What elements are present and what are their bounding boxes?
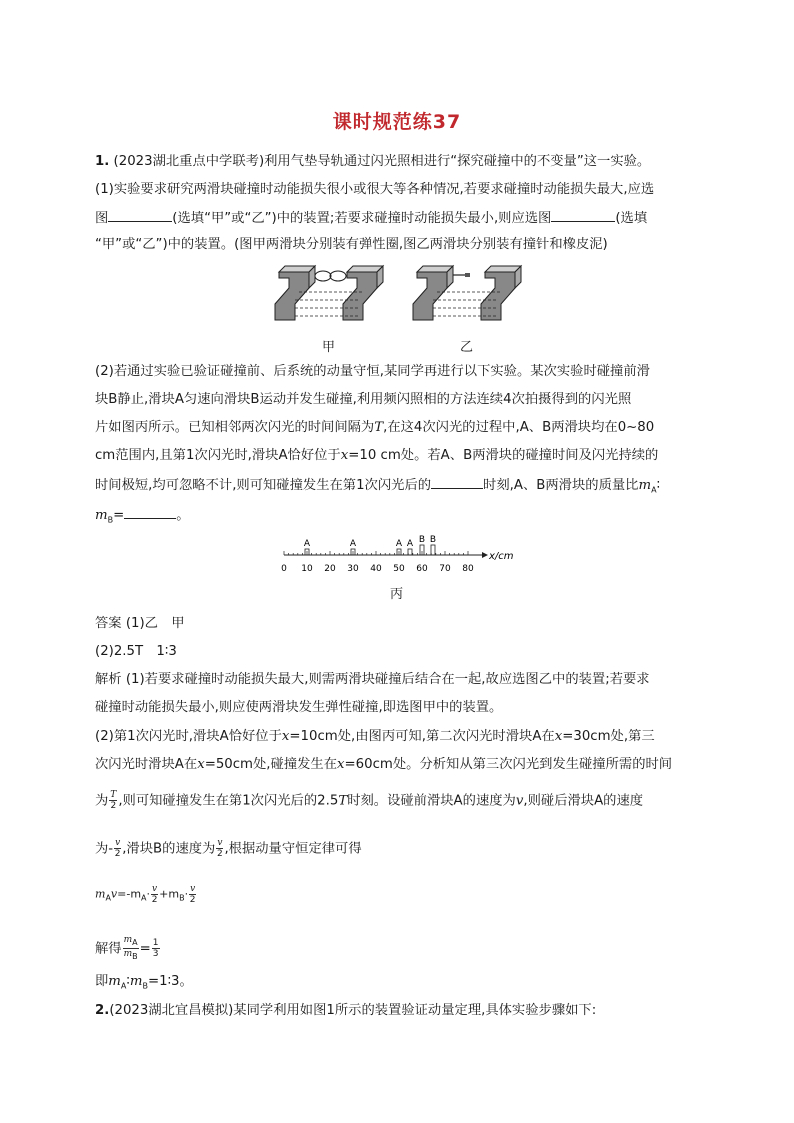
answer-blank-2: [551, 207, 615, 222]
slider-B-marker: [431, 545, 435, 555]
answer-blank-3: [431, 474, 483, 489]
answer-line2: (2)2.5T 1∶3: [95, 644, 177, 659]
tick-label: 60: [416, 564, 428, 574]
frac-den: 2: [114, 849, 121, 859]
marker-label-A: A: [406, 539, 414, 549]
plasticine: [465, 273, 470, 277]
tick-label: 20: [324, 564, 336, 574]
tick-label: 0: [281, 564, 287, 574]
answer-part1: (1)乙 甲: [125, 616, 185, 631]
subscript-A: A: [120, 981, 127, 991]
ratio-colon: ∶: [126, 974, 130, 989]
q2-line1: [95, 1001, 705, 1021]
frac-num: v: [115, 838, 121, 848]
answer-blank-1: [108, 207, 172, 222]
ratio-solution: [95, 935, 705, 962]
frac-num: T: [110, 790, 117, 800]
figure-label-jia: 甲: [322, 340, 336, 355]
analysis-text: =30cm处,第三: [562, 729, 655, 744]
tick-label: 70: [439, 564, 451, 574]
q1-p2-line5a: 时间极短,均可忽略不计,则可知碰撞发生在第1次闪光后的: [95, 478, 432, 493]
analysis-text: 为: [95, 793, 109, 809]
q1-line3: [95, 207, 705, 229]
marker-label-A: A: [303, 539, 311, 549]
tick-label: 30: [347, 564, 359, 574]
q1-p2-line5: [95, 474, 705, 501]
q1-stem: (2023湖北重点中学联考)利用气垫导轨通过闪光照相进行“探究碰撞中的不变量”这一实验。: [113, 154, 651, 169]
fraction-v-over-2: [189, 884, 196, 905]
analysis-text: ,滑块B的速度为: [122, 841, 216, 857]
var-v: v: [110, 887, 118, 901]
q1-p2-line4: [95, 446, 705, 466]
subscript-B: B: [107, 515, 114, 525]
q1-line1: [95, 152, 705, 172]
slider-block-yi-right: [481, 266, 521, 320]
axis-unit: x/cm: [489, 551, 514, 562]
subscript-A: A: [651, 485, 657, 495]
axis-ticks: [284, 551, 468, 555]
equals: =: [113, 508, 125, 523]
eq-text: =: [139, 941, 151, 957]
frac-num: v: [152, 884, 158, 894]
var-x: x: [197, 757, 205, 772]
dot: ·: [184, 887, 189, 901]
ratio-colon: ∶: [656, 478, 661, 493]
analysis-text: ,则可知碰撞发生在第1次闪光后的2.5: [118, 793, 339, 809]
q1-p2-line3a: 片如图丙所示。已知相邻两次闪光的时间间隔为: [95, 420, 375, 435]
analysis-text: 为-: [95, 841, 114, 857]
subscript-B: B: [142, 981, 148, 991]
analysis-text: =50cm处,碰撞发生在: [204, 757, 338, 772]
analysis-line6: [95, 838, 705, 860]
subscript-A: A: [132, 937, 138, 947]
elastic-ring-right: [330, 271, 346, 281]
subscript-B: B: [132, 951, 138, 961]
subscript-A: A: [105, 893, 111, 903]
eq-text: =-m: [117, 887, 142, 901]
var-m: m: [95, 887, 106, 901]
var-x: x: [340, 448, 349, 463]
analysis-text: =10cm处,由图丙可知,第二次闪光时滑块A在: [289, 729, 555, 744]
q1-p2-line6: [95, 504, 705, 531]
q1-p2-line3: [95, 418, 705, 438]
frac-den: 2: [189, 895, 196, 905]
q1-p2-line4b: =10 cm处。若A、B两滑块的碰撞时间及闪光持续的: [348, 448, 659, 463]
tick-label: 50: [393, 564, 405, 574]
frac-den: 2: [217, 849, 223, 859]
marker-label-A: A: [395, 539, 403, 549]
elastic-ring-left: [315, 271, 331, 281]
slider-block-jia-right: [343, 266, 383, 320]
slider-A-marker: [408, 549, 412, 555]
analysis-text: (2)第1次闪光时,滑块A恰好位于: [95, 729, 282, 744]
analysis-text: =60cm处。分析知从第三次闪光到发生碰撞所需的时间: [344, 757, 673, 772]
frac-den: [123, 949, 139, 962]
subscript-B: B: [179, 893, 185, 903]
q1-line3b: (选填“甲”或“乙”)中的装置;若要求碰撞时动能损失最小,则应选图: [172, 211, 552, 226]
analysis-line4: [95, 755, 705, 775]
var-T: T: [338, 793, 348, 809]
answer-line1: [95, 614, 705, 634]
eq-text: =1∶3。: [147, 974, 193, 989]
subscript-A: A: [141, 893, 147, 903]
tick-label: 10: [301, 564, 313, 574]
var-x: x: [337, 757, 345, 772]
var-m: m: [123, 935, 133, 945]
flash-photo-axis: [280, 535, 520, 577]
var-x: x: [281, 729, 290, 744]
q1-p2-line1: (2)若通过实验已验证碰撞前、后系统的动量守恒,某同学再进行以下实验。某次实验时碰撞前滑: [95, 364, 650, 379]
tick-label: 40: [370, 564, 382, 574]
eq-text: +m: [159, 887, 180, 901]
var-m: m: [129, 974, 143, 989]
analysis-text: 次闪光时滑块A在: [95, 757, 198, 772]
analysis-text: 时刻。设碰前滑块A的速度为: [347, 793, 516, 809]
eq-text: 即: [95, 974, 109, 989]
fraction-1-over-3: [152, 938, 160, 959]
fraction-v-over-2: [216, 838, 223, 859]
slider-apparatus-figure: [265, 262, 535, 330]
analysis-line2: 碰撞时动能损失最小,则应使两滑块发生弹性碰撞,即选图甲中的装置。: [95, 700, 503, 715]
axis-tick-labels: [281, 564, 474, 574]
var-m: m: [123, 948, 133, 959]
analysis-line3: [95, 727, 705, 747]
frac-den: 2: [110, 801, 117, 811]
frac-den: 3: [152, 948, 159, 959]
axis-arrow: [482, 552, 488, 558]
marker-label-B: B: [418, 535, 426, 545]
fraction-v-over-2: [114, 838, 121, 859]
fraction-v-over-2: [151, 884, 158, 905]
q1-p2-line4a: cm范围内,且第1次闪光时,滑块A恰好位于: [95, 448, 341, 463]
analysis-label: 解析: [95, 672, 122, 687]
analysis-line1: [95, 670, 705, 690]
frac-num: [123, 935, 139, 949]
q2-stem: (2023湖北宜昌模拟)某同学利用如图1所示的装置验证动量定理,具体实验步骤如下:: [109, 1003, 597, 1018]
var-x: x: [554, 729, 563, 744]
momentum-equation: [95, 884, 705, 909]
marker-label-A: A: [349, 539, 357, 549]
q1-line3c: (选填: [615, 211, 648, 226]
eq-text: 解得: [95, 941, 122, 957]
tick-label: 80: [462, 564, 474, 574]
q1-line4: “甲”或“乙”)中的装置。(图甲两滑块分别装有弹性圈,图乙两滑块分别装有撞针和橡皮泥): [95, 237, 608, 252]
slider-block-jia-left: [275, 266, 315, 320]
q1-line3a: 图: [95, 211, 109, 226]
q1-line2: (1)实验要求研究两滑块碰撞时动能损失很小或很大等各种情况,若要求碰撞时动能损失最大,应选: [95, 182, 655, 197]
marker-label-B: B: [429, 535, 437, 545]
answer-blank-4: [124, 504, 176, 519]
var-m: m: [108, 974, 121, 989]
analysis-text: ,则碰后滑块A的速度: [523, 793, 644, 809]
var-T: T: [374, 420, 384, 435]
dot: ·: [146, 887, 151, 901]
figure-label-bing: 丙: [390, 587, 404, 602]
var-m: m: [95, 508, 108, 523]
var-v: v: [515, 793, 524, 809]
q2-number: 2.: [95, 1003, 110, 1018]
figure-label-yi: 乙: [460, 340, 474, 355]
q1-p2-line2: 块B静止,滑块A匀速向滑块B运动并发生碰撞,利用频闪照相的方法连续4次拍摄得到的闪光照: [95, 392, 632, 407]
slider-block-yi-left: [413, 266, 453, 320]
frac-den: 2: [151, 895, 158, 905]
q1-p2-line3b: ,在这4次闪光的过程中,A、B两滑块均在0~80: [383, 420, 655, 435]
q1-p2-line5b: 时刻,A、B两滑块的质量比: [483, 478, 639, 493]
analysis-text1: (1)若要求碰撞时动能损失最大,则需两滑块碰撞后结合在一起,故应选图乙中的装置;若要求: [125, 672, 650, 687]
answer-label: 答案: [95, 616, 122, 631]
frac-num: v: [190, 884, 196, 894]
analysis-line5: [95, 790, 705, 812]
q1-number: 1.: [95, 154, 110, 169]
analysis-text: ,根据动量守恒定律可得: [224, 841, 362, 857]
page-title: 课时规范练37: [332, 111, 462, 133]
fraction-T-over-2: [109, 790, 117, 811]
frac-num: 1: [152, 937, 159, 948]
period: 。: [176, 508, 190, 523]
ratio-result: [95, 972, 705, 997]
var-m: m: [638, 478, 652, 493]
fraction-mA-over-mB: [123, 935, 139, 962]
frac-num: v: [217, 838, 223, 848]
